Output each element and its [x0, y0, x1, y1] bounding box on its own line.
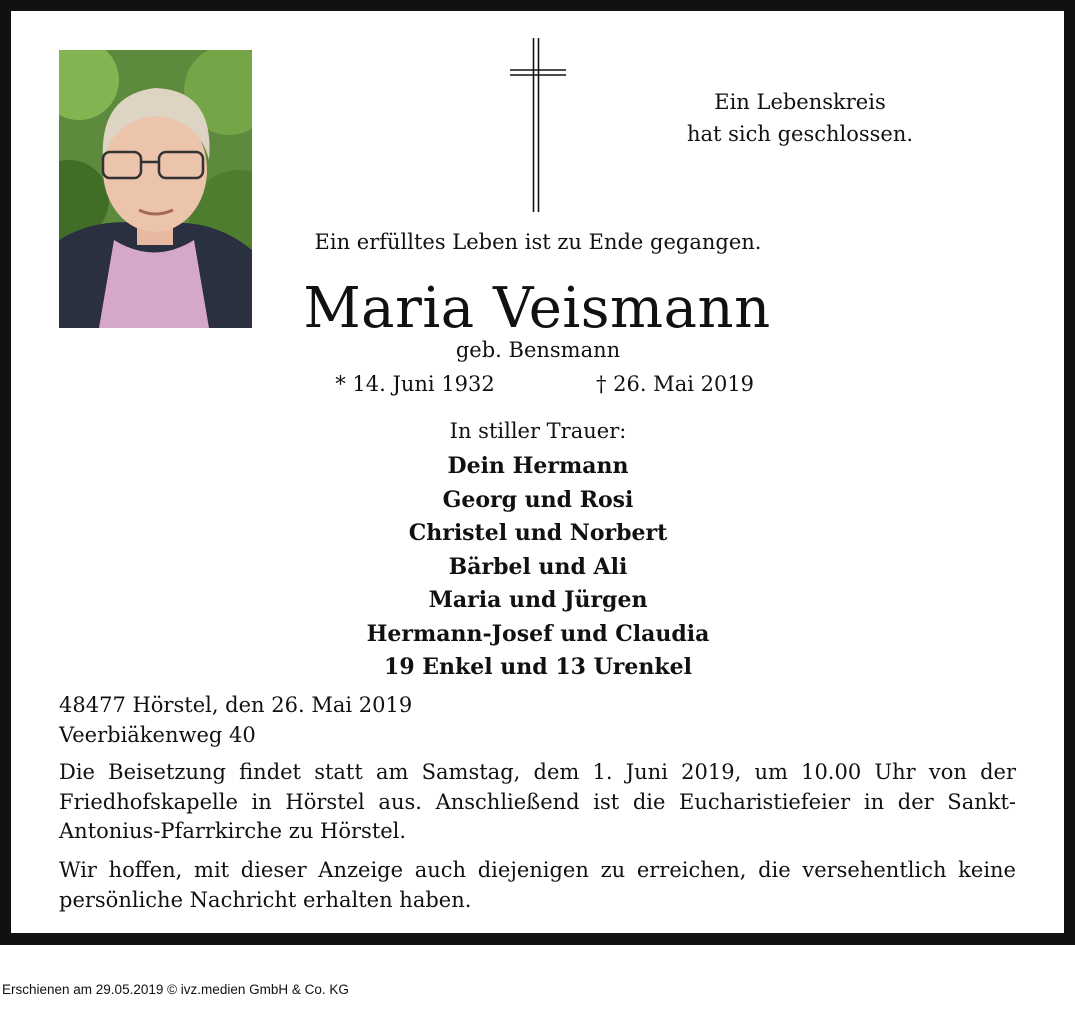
motto-line: hat sich geschlossen.: [686, 122, 914, 146]
lead-text: Ein erfülltes Leben ist zu Ende gegangen.: [314, 230, 762, 254]
mourner: Christel und Norbert: [408, 520, 668, 546]
street-address: Veerbiäkenweg 40: [59, 723, 256, 747]
place-date: 48477 Hörstel, den 26. Mai 2019: [59, 693, 413, 717]
mourner: Maria und Jürgen: [428, 587, 648, 613]
portrait-photo: [59, 50, 252, 328]
mourner: Georg und Rosi: [442, 486, 634, 513]
mourner: Hermann-Josef und Claudia: [366, 620, 710, 647]
birth-name: geb. Bensmann: [455, 338, 621, 362]
mourning-intro: In stiller Trauer:: [449, 419, 627, 443]
motto-line: Ein Lebenskreis: [714, 90, 886, 114]
funeral-info: Die Beisetzung findet statt am Samstag, dem 1. Juni 2019, um 10.00 Uhr von der Friedhofskapelle in Hörstel aus. Anschließend ist die Eucharistiefeier in der Sankt-Antonius-Pfarrkirche zu Hörstel.: [59, 760, 1016, 843]
place-address: [59, 690, 412, 750]
closing-note: Wir hoffen, mit dieser Anzeige auch diejenigen zu erreichen, die versehentlich keine persönliche Nachricht erhalten haben.: [59, 858, 1016, 912]
mourner: 19 Enkel und 13 Urenkel: [384, 654, 692, 680]
mourner: Dein Hermann: [447, 453, 629, 479]
mourner: Bärbel und Ali: [448, 553, 628, 580]
death-date: † 26. Mai 2019: [595, 372, 755, 396]
birth-date: * 14. Juni 1932: [335, 372, 495, 396]
deceased-name: Maria Veismann: [303, 276, 771, 341]
publication-footer: Erschienen am 29.05.2019 © ivz.medien GmbH & Co. KG: [2, 982, 349, 997]
cross-icon: [508, 38, 568, 213]
motto: [640, 86, 960, 150]
mourners-list: [238, 450, 838, 685]
